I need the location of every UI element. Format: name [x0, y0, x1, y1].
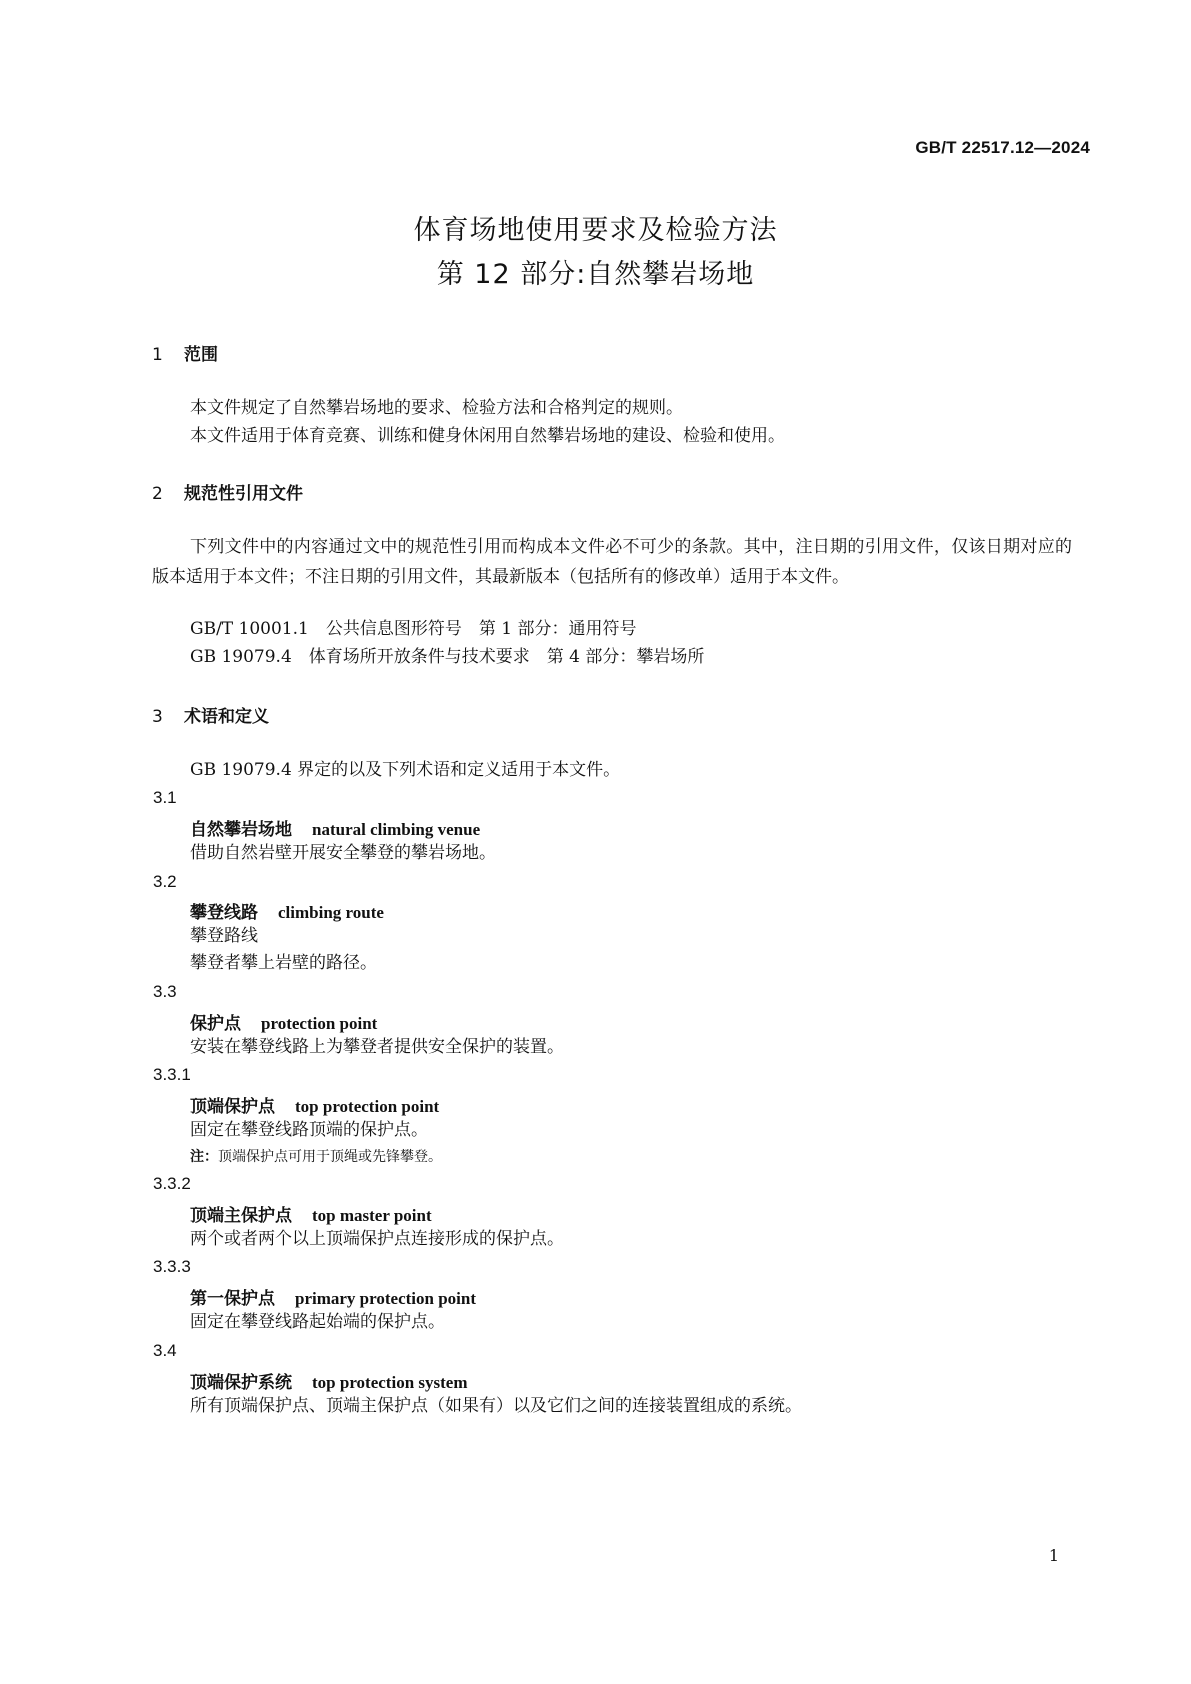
term-en: top protection point: [295, 1097, 440, 1116]
term-entry: [190, 1201, 432, 1226]
section-title: 规范性引用文件: [184, 484, 303, 504]
page-number: 1: [1048, 1546, 1059, 1565]
term-entry: [190, 1092, 439, 1117]
term-en: top protection system: [312, 1373, 468, 1392]
term-zh: 第一保护点: [190, 1289, 275, 1309]
term-definition: 安装在攀登线路上为攀登者提供安全保护的装置。: [190, 1037, 564, 1057]
section-title: 术语和定义: [184, 707, 269, 727]
term-definition: 借助自然岩壁开展安全攀登的攀岩场地。: [190, 843, 496, 863]
paragraph: 本文件规定了自然攀岩场地的要求、检验方法和合格判定的规则。: [190, 398, 683, 418]
term-entry: [190, 1284, 476, 1309]
section-number: 1: [152, 345, 163, 365]
term-entry: [190, 1368, 468, 1393]
term-definition: 固定在攀登线路起始端的保护点。: [190, 1312, 445, 1332]
clause-number: 3.3.1: [153, 1065, 191, 1084]
term-zh: 顶端保护点: [190, 1097, 275, 1117]
paragraph: 本文件适用于体育竞赛、训练和健身休闲用自然攀岩场地的建设、检验和使用。: [190, 426, 785, 446]
section-1-heading: [152, 340, 218, 365]
term-zh: 自然攀岩场地: [190, 820, 292, 840]
clause-number: 3.4: [153, 1341, 177, 1360]
paragraph: GB 19079.4 界定的以及下列术语和定义适用于本文件。: [190, 760, 621, 780]
term-zh: 攀登线路: [190, 903, 258, 923]
term-entry: [190, 1009, 377, 1034]
term-entry: [190, 815, 480, 840]
term-definition: 固定在攀登线路顶端的保护点。: [190, 1120, 428, 1140]
term-zh: 顶端主保护点: [190, 1206, 292, 1226]
term-en: top master point: [312, 1206, 432, 1225]
standard-number: GB/T 22517.12—2024: [915, 138, 1090, 157]
term-en: primary protection point: [295, 1289, 477, 1308]
clause-number: 3.3.2: [153, 1174, 191, 1193]
section-2-heading: [152, 479, 303, 504]
note-label: 注：: [190, 1149, 218, 1165]
document-title-line1: 体育场地使用要求及检验方法: [413, 215, 778, 246]
term-note: [190, 1146, 442, 1166]
clause-number: 3.3.3: [153, 1257, 191, 1276]
term-definition: 两个或者两个以上顶端保护点连接形成的保护点。: [190, 1229, 564, 1249]
document-title-line2: 第 12 部分:自然攀岩场地: [436, 259, 755, 290]
section-title: 范围: [184, 345, 218, 365]
term-definition: 攀登者攀上岩壁的路径。: [190, 953, 377, 973]
term-entry: [190, 898, 384, 923]
section-number: 3: [152, 707, 163, 727]
term-en: climbing route: [278, 903, 384, 922]
clause-number: 3.1: [153, 788, 177, 807]
term-alternative: 攀登路线: [190, 926, 258, 946]
clause-number: 3.3: [153, 982, 177, 1001]
clause-number: 3.2: [153, 872, 177, 891]
term-definition: 所有顶端保护点、顶端主保护点（如果有）以及它们之间的连接装置组成的系统。: [190, 1396, 802, 1416]
term-en: natural climbing venue: [312, 820, 481, 839]
term-zh: 顶端保护系统: [190, 1373, 292, 1393]
reference-item: GB/T 10001.1 公共信息图形符号 第 1 部分：通用符号: [190, 619, 637, 639]
section-3-heading: [152, 702, 269, 727]
term-zh: 保护点: [190, 1014, 241, 1034]
reference-item: GB 19079.4 体育场所开放条件与技术要求 第 4 部分：攀岩场所: [190, 647, 705, 667]
term-en: protection point: [261, 1014, 378, 1033]
section-number: 2: [152, 484, 163, 504]
paragraph: 下列文件中的内容通过文中的规范性引用而构成本文件必不可少的条款。其中，注日期的引用文件，仅该日期对应的版本适用于本文件；不注日期的引用文件，其最新版本（包括所有的修改单）适用于本文件。: [152, 537, 1072, 587]
note-text: 顶端保护点可用于顶绳或先锋攀登。: [218, 1149, 442, 1165]
